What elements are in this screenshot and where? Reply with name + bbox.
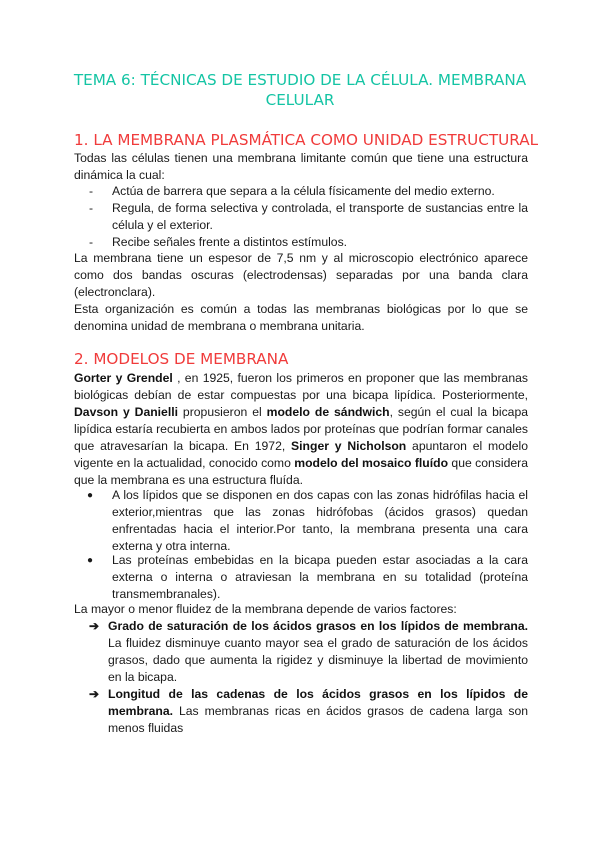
- section-1-paragraph-thickness: La membrana tiene un espesor de 7,5 nm y al microscopio electrónico aparece como dos bandas oscuras (electrodensas) separadas por una banda clara (electronclara).: [74, 251, 528, 299]
- list-item-text: Regula, de forma selectiva y controlada, el transporte de sustancias entre la célula y el exterior.: [112, 201, 528, 232]
- model-name: modelo de sándwich: [266, 405, 390, 419]
- title-line-2: CELULAR: [265, 91, 335, 109]
- list-item: [74, 234, 528, 251]
- section-2-heading: 2. MODELOS DE MEMBRANA: [74, 350, 289, 368]
- paragraph-text: que considera que la membrana es una estructura fluída.: [74, 456, 528, 487]
- paragraph-text: , en 1925, fueron los primeros en proponer que las membranas biológicas debían de estar compuestas por una bicapa lipídica. Posteriormente,: [74, 371, 528, 402]
- section-2-models-paragraph: [74, 370, 528, 489]
- document-title: [60, 70, 540, 110]
- fluidity-intro: La mayor o menor fluidez de la membrana depende de varios factores:: [74, 602, 457, 616]
- dash-marker: -: [89, 201, 94, 215]
- scientist-names: Singer y Nicholson: [291, 439, 407, 453]
- factor-description: La fluidez disminuye cuanto mayor sea el grado de saturación de los ácidos grasos, dado que aumenta la rigidez y disminuye la libertad de movimiento en la bicapa.: [108, 636, 528, 684]
- factor-title: Grado de saturación de los ácidos grasos en los lípidos de membrana.: [108, 619, 528, 633]
- arrow-right-icon: ➔: [89, 687, 100, 701]
- list-item: [74, 487, 528, 555]
- bullet-marker: ●: [87, 555, 94, 566]
- model-name: modelo del mosaico fluído: [294, 456, 449, 470]
- list-item: [74, 552, 528, 603]
- list-item: [74, 200, 528, 234]
- title-line-1: TEMA 6: TÉCNICAS DE ESTUDIO DE LA CÉLULA. MEMBRANA: [73, 71, 527, 89]
- dash-marker: -: [89, 184, 94, 198]
- paragraph-text: apuntaron el modelo vigente en la actualidad, conocido como: [74, 439, 528, 470]
- arrow-right-icon: ➔: [89, 619, 100, 633]
- paragraph-text: , según el cual la bicapa lipídica estaría recubierta en ambos lados por proteínas que podrían formar canales que atravesarían la bicapa. En 1972,: [74, 405, 528, 453]
- list-item: [74, 183, 528, 200]
- factor-description: Las membranas ricas en ácidos grasos de cadena larga son menos fluidas: [108, 704, 528, 735]
- scientist-names: Gorter y Grendel: [74, 371, 173, 385]
- list-item-text: [108, 686, 528, 737]
- paragraph-text: propusieron el: [178, 405, 267, 419]
- list-item-text: [108, 618, 528, 686]
- section-1-intro: Todas las células tienen una membrana limitante común que tiene una estructura dinámica la cual:: [74, 151, 528, 182]
- list-item-text: A los lípidos que se disponen en dos capas con las zonas hidrófilas hacia el exterior,mientras que las zonas hidrófobas (ácidos grasos) quedan enfrentadas hacia el interior.Por tanto, la membrana presenta una cara externa y otra interna.: [112, 488, 528, 553]
- scientist-names: Davson y Danielli: [74, 405, 178, 419]
- list-item-text: Recibe señales frente a distintos estímulos.: [112, 235, 348, 249]
- list-item: [74, 686, 528, 737]
- list-item: [74, 618, 528, 686]
- factor-title: Longitud de las cadenas de los ácidos grasos en los lípidos de membrana.: [108, 687, 528, 718]
- list-item-text: Las proteínas embebidas en la bicapa pueden estar asociadas a la cara externa o interna o atraviesan la membrana en su totalidad (proteína transmembranales).: [112, 553, 528, 601]
- list-item-text: Actúa de barrera que separa a la célula físicamente del medio externo.: [112, 184, 495, 198]
- dash-marker: -: [89, 235, 94, 249]
- section-1-heading: 1. LA MEMBRANA PLASMÁTICA COMO UNIDAD ESTRUCTURAL: [74, 131, 539, 149]
- section-1-paragraph-unit-membrane: Esta organización es común a todas las membranas biológicas por lo que se denomina unidad de membrana o membrana unitaria.: [74, 302, 528, 333]
- bullet-marker: ●: [87, 490, 94, 501]
